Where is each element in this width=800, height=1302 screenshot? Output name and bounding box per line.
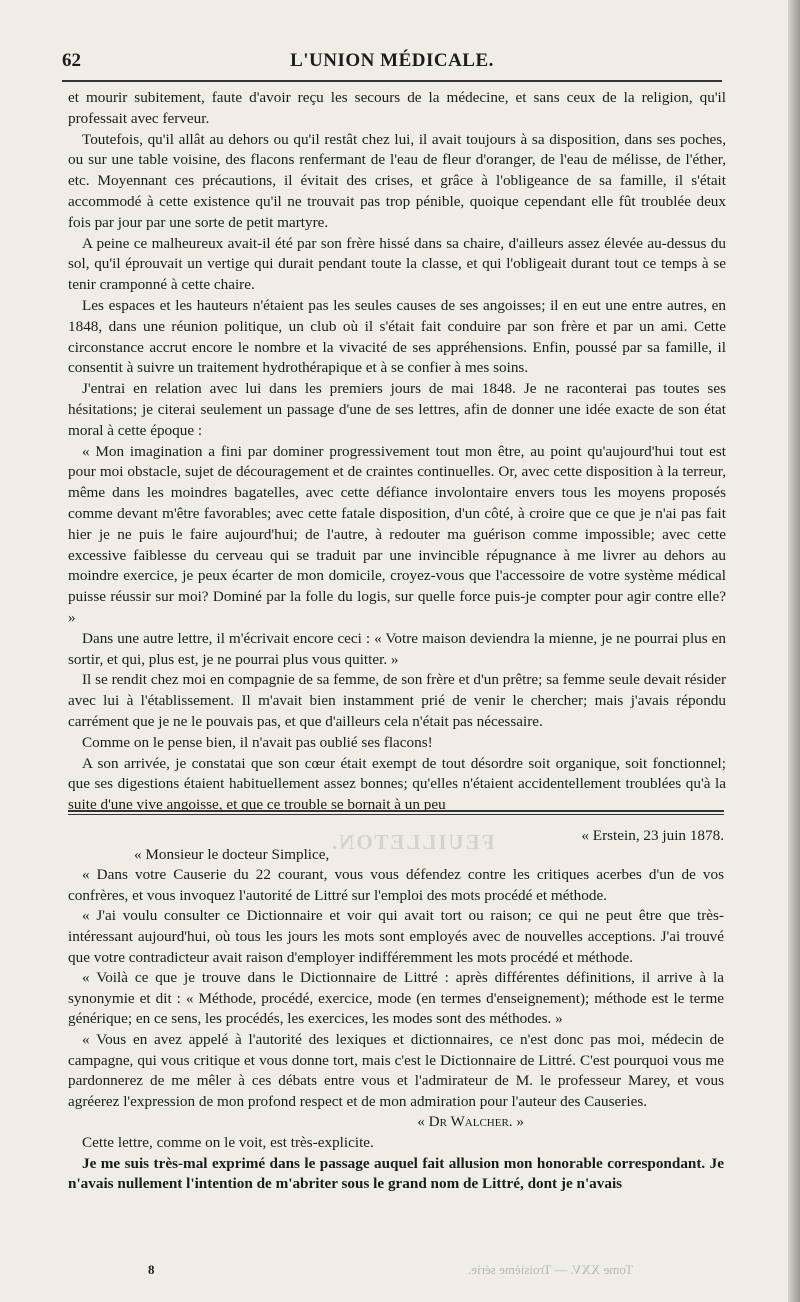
journal-title: L'UNION MÉDICALE. [290,50,494,71]
paragraph: Les espaces et les hauteurs n'étaient pas les seules causes de ses angoisses; il en eut une entre autres, en 1848, dans une réunion politique, un club où il s'était fait conduire par son frère et par un ami. Cette circonstance accrut encore le nombre et la vivacité de ses appréhensions. Enfin, poussé par sa famille, il consentit à suivre un traitement hydrothérapique et à se confier à mes soins. [68,296,726,377]
main-text [68,88,726,816]
paragraph: Dans une autre lettre, il m'écrivait encore ceci : « Votre maison deviendra la mienne, je ne pourrai plus en sortir, et qui, plus est, je ne pourrai plus vous quitter. » [68,629,726,668]
letter-paragraph: « Voilà ce que je trouve dans le Dictionnaire de Littré : après différentes définitions, il arrive à la synonymie et dit : « Méthode, procédé, exercice, mode (en termes d'enseignement); méthode est le terme générique; en ce sens, les procédés, les exercices, les modes sont des méthodes. » [68,969,724,1028]
feuilleton-watermark: FEUILLETON. [330,830,495,854]
feuilleton-letter [68,826,724,1195]
signature-mark: 8 [148,1262,155,1277]
letter-salutation: « Monsieur le docteur Simplice, [134,845,330,863]
paragraph: A peine ce malheureux avait-il été par son frère hissé dans sa chaire, d'ailleurs assez élevée au-dessus du sol, qu'il éprouvait un vertige qui durait pendant toute la classe, et qui l'obligeait durant tout ce temps à se tenir cramponné à cette chaire. [68,234,726,294]
page-number: 62 [62,50,81,71]
paragraph: A son arrivée, je constatai que son cœur était exempt de tout désordre soit organique, soit fonctionnel; que ses digestions étaient habituellement assez bonnes; qu'elles n'étaient accidentellement troublées qu'à la suite d'une vive angoisse, et que ce trouble se bornait à un peu [68,754,726,814]
closing-paragraph: Cette lettre, comme on le voit, est très-explicite. [82,1133,374,1151]
letter-paragraph: « J'ai voulu consulter ce Dictionnaire et voir qui avait tort ou raison; ce qui ne peut être que très-intéressant aujourd'hui, où tous les jours les mots sont employés avec de nouvelles acceptions. J'ai trouvé que votre contradicteur avait raison d'employer indifféremment les mots procédé et méthode. [68,907,724,966]
page-edge-shadow [788,0,800,1302]
letter-dateline: « Erstein, 23 juin 1878. [581,827,724,844]
paragraph: Il se rendit chez moi en compagnie de sa femme, de son frère et d'un prêtre; sa femme seule devait résider avec lui à l'établissement. Il m'avait bien instamment prié de venir le chercher; mais j'avais répondu carrément que je ne le pouvais pas, et que d'ailleurs cela n'était pas nécessaire. [68,671,726,730]
page-header [62,50,722,76]
feuilleton-separator [68,810,724,815]
paragraph: et mourir subitement, faute d'avoir reçu les secours de la médecine, et sans ceux de la religion, qu'il professait avec ferveur. [68,89,726,127]
header-rule [62,80,722,82]
letter-paragraph: « Dans votre Causerie du 22 courant, vous vous défendez contre les critiques acerbes d'un de vos confrères, et vous invoquez l'autorité de Littré sur l'emploi des mots procédé et méthode. [68,866,724,904]
bleed-through-text: Tome XXV. — Troisième série. [468,1262,633,1277]
closing-paragraph: Je me suis très-mal exprimé dans le passage auquel fait allusion mon honorable correspondant. Je n'avais nullement l'intention de m'abriter sous le grand nom de Littré, dont je n'avais [68,1154,724,1193]
paragraph: J'entrai en relation avec lui dans les premiers jours de mai 1848. Je ne raconterai pas toutes ses hésitations; je citerai seulement un passage d'une de ses lettres, afin de donner une idée exacte de son état moral à cette époque : [68,380,726,439]
letter-signature: « Dr Walcher. » [417,1113,524,1131]
paragraph: Toutefois, qu'il allât au dehors ou qu'il restât chez lui, il avait toujours à sa disposition, dans ses poches, ou sur une table voisine, des flacons renfermant de l'eau de fleur d'oranger, de l'eau de mélisse, de l'éther, etc. Moyennant ces précautions, il évitait des crises, et grâce à l'obligeance de sa famille, il s'était accommodé à cette existence qu'il ne trouvait pas trop pénible, quoique cependant elle fût troublée deux fois par jour par une sorte de petit martyre. [68,130,726,231]
letter-paragraph: « Vous en avez appelé à l'autorité des lexiques et dictionnaires, ce n'est donc pas moi, médecin de campagne, qui vous critique et vous donne tort, mais c'est le Dictionnaire de Littré. C'est pourquoi vous me pardonnerez de me mêler à ces débats entre vous et l'admirateur de M. le professeur Marey, et vous agréerez l'expression de mon profond respect et de mon admiration pour l'auteur des Causeries. [68,1030,724,1110]
quoted-letter: « Mon imagination a fini par dominer progressivement tout mon être, au point qu'aujourd'hui tout est pour moi obstacle, sujet de découragement et de craintes continuelles. Or, avec cette disposition à la terreur, même dans les moindres bagatelles, avec cette défiance involontaire envers tous les moyens proposés comme devant m'être favorables; avec cette fatale disposition, d'un côté, à croire que ce que je n'ai pas fait hier je ne puis le faire aujourd'hui; de l'autre, à redouter ma guérison comme impossible; avec cette excessive faiblesse du cerveau qui se traduit par une invincible répugnance à me livrer au dehors au moindre exercice, je peux écarter de mon domicile, croyez-vous que l'accessoire de votre système médical puisse réussir sur moi? Dominé par la folle du logis, sur quelle force puis-je compter pour agir contre elle? » [68,442,726,626]
paragraph: Comme on le pense bien, il n'avait pas oublié ses flacons! [82,733,433,751]
